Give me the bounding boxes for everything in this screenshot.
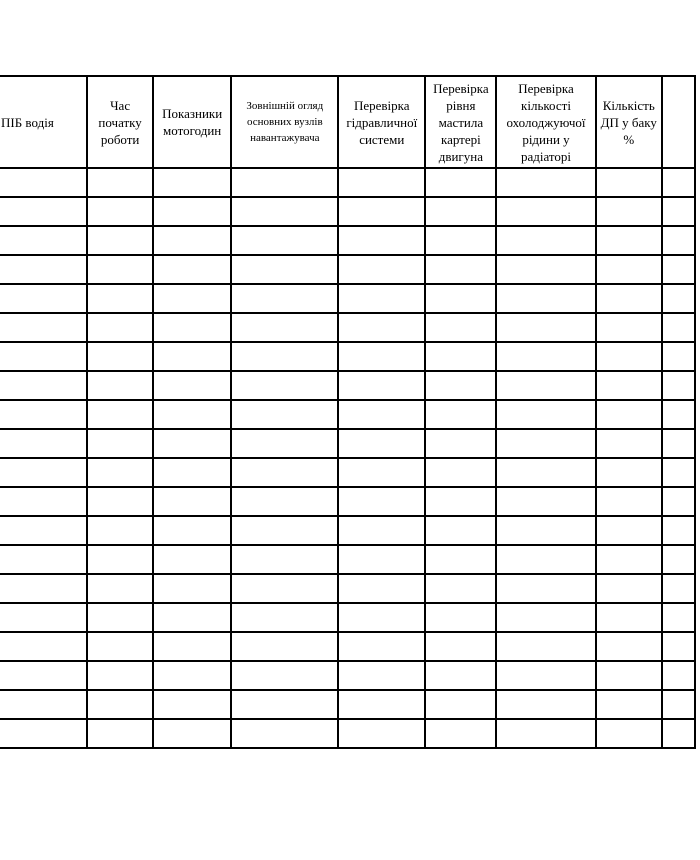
cell-engine-hours[interactable] [153, 226, 231, 255]
cell-engine-hours[interactable] [153, 313, 231, 342]
cell-fuel-percent[interactable] [596, 342, 662, 371]
cell-hydraulic-check[interactable] [338, 487, 425, 516]
cell-engine-hours[interactable] [153, 661, 231, 690]
cell-driver-name[interactable] [0, 487, 87, 516]
cell-start-time[interactable] [87, 487, 153, 516]
cell-fuel-percent[interactable] [596, 661, 662, 690]
cell-coolant-check[interactable] [496, 661, 595, 690]
table-row [0, 458, 695, 487]
cell-engine-hours[interactable] [153, 371, 231, 400]
cell-hydraulic-check[interactable] [338, 632, 425, 661]
cell-visual-inspection[interactable] [231, 719, 338, 748]
table-row [0, 719, 695, 748]
cell-start-time[interactable] [87, 226, 153, 255]
cell-visual-inspection[interactable] [231, 690, 338, 719]
cell-engine-hours[interactable] [153, 632, 231, 661]
cell-hydraulic-check[interactable] [338, 545, 425, 574]
cell-visual-inspection[interactable] [231, 226, 338, 255]
cell-fuel-percent[interactable] [596, 690, 662, 719]
cell-driver-name[interactable] [0, 458, 87, 487]
table-row [0, 371, 695, 400]
cell-visual-inspection[interactable] [231, 197, 338, 226]
table-body [0, 168, 695, 748]
cell-engine-hours[interactable] [153, 400, 231, 429]
cell-extra[interactable] [662, 661, 695, 690]
table-row [0, 226, 695, 255]
table-row [0, 632, 695, 661]
cell-oil-level-check[interactable] [425, 545, 496, 574]
cell-hydraulic-check[interactable] [338, 226, 425, 255]
cell-fuel-percent[interactable] [596, 226, 662, 255]
cell-coolant-check[interactable] [496, 516, 595, 545]
cell-start-time[interactable] [87, 719, 153, 748]
cell-coolant-check[interactable] [496, 632, 595, 661]
cell-oil-level-check[interactable] [425, 661, 496, 690]
cell-extra[interactable] [662, 371, 695, 400]
cell-engine-hours[interactable] [153, 690, 231, 719]
driver-checklist-table [0, 75, 696, 749]
cell-start-time[interactable] [87, 632, 153, 661]
cell-extra[interactable] [662, 632, 695, 661]
cell-coolant-check[interactable] [496, 313, 595, 342]
cell-hydraulic-check[interactable] [338, 313, 425, 342]
cell-driver-name[interactable] [0, 719, 87, 748]
cell-extra[interactable] [662, 719, 695, 748]
cell-extra[interactable] [662, 342, 695, 371]
cell-extra[interactable] [662, 284, 695, 313]
cell-hydraulic-check[interactable] [338, 690, 425, 719]
cell-fuel-percent[interactable] [596, 574, 662, 603]
cell-oil-level-check[interactable] [425, 255, 496, 284]
cell-extra[interactable] [662, 313, 695, 342]
cell-oil-level-check[interactable] [425, 197, 496, 226]
cell-extra[interactable] [662, 429, 695, 458]
cell-oil-level-check[interactable] [425, 458, 496, 487]
cell-fuel-percent[interactable] [596, 429, 662, 458]
table-row [0, 574, 695, 603]
cell-driver-name[interactable] [0, 516, 87, 545]
cell-visual-inspection[interactable] [231, 661, 338, 690]
cell-coolant-check[interactable] [496, 545, 595, 574]
cell-engine-hours[interactable] [153, 545, 231, 574]
cell-start-time[interactable] [87, 371, 153, 400]
cell-driver-name[interactable] [0, 255, 87, 284]
cell-oil-level-check[interactable] [425, 690, 496, 719]
table-row [0, 487, 695, 516]
cell-coolant-check[interactable] [496, 400, 595, 429]
cell-fuel-percent[interactable] [596, 400, 662, 429]
cell-driver-name[interactable] [0, 400, 87, 429]
cell-oil-level-check[interactable] [425, 168, 496, 197]
cell-start-time[interactable] [87, 284, 153, 313]
header-start-time: Час початку роботи [87, 76, 153, 168]
cell-oil-level-check[interactable] [425, 603, 496, 632]
cell-extra[interactable] [662, 574, 695, 603]
cell-fuel-percent[interactable] [596, 603, 662, 632]
cell-driver-name[interactable] [0, 545, 87, 574]
cell-driver-name[interactable] [0, 574, 87, 603]
cell-engine-hours[interactable] [153, 284, 231, 313]
cell-fuel-percent[interactable] [596, 458, 662, 487]
cell-visual-inspection[interactable] [231, 632, 338, 661]
cell-start-time[interactable] [87, 690, 153, 719]
cell-visual-inspection[interactable] [231, 429, 338, 458]
cell-oil-level-check[interactable] [425, 487, 496, 516]
cell-visual-inspection[interactable] [231, 487, 338, 516]
cell-driver-name[interactable] [0, 284, 87, 313]
cell-visual-inspection[interactable] [231, 458, 338, 487]
cell-driver-name[interactable] [0, 226, 87, 255]
cell-driver-name[interactable] [0, 690, 87, 719]
cell-hydraulic-check[interactable] [338, 400, 425, 429]
cell-oil-level-check[interactable] [425, 371, 496, 400]
cell-visual-inspection[interactable] [231, 313, 338, 342]
header-driver-name: ПІБ водія [0, 76, 87, 168]
table-row [0, 400, 695, 429]
cell-hydraulic-check[interactable] [338, 661, 425, 690]
cell-oil-level-check[interactable] [425, 284, 496, 313]
cell-extra[interactable] [662, 487, 695, 516]
cell-start-time[interactable] [87, 255, 153, 284]
cell-extra[interactable] [662, 197, 695, 226]
cell-coolant-check[interactable] [496, 574, 595, 603]
table-row [0, 545, 695, 574]
cell-extra[interactable] [662, 603, 695, 632]
cell-driver-name[interactable] [0, 661, 87, 690]
table-row [0, 255, 695, 284]
cell-engine-hours[interactable] [153, 516, 231, 545]
cell-oil-level-check[interactable] [425, 516, 496, 545]
cell-coolant-check[interactable] [496, 603, 595, 632]
cell-hydraulic-check[interactable] [338, 255, 425, 284]
cell-extra[interactable] [662, 458, 695, 487]
cell-fuel-percent[interactable] [596, 284, 662, 313]
table-row [0, 313, 695, 342]
cell-fuel-percent[interactable] [596, 255, 662, 284]
cell-hydraulic-check[interactable] [338, 603, 425, 632]
cell-driver-name[interactable] [0, 313, 87, 342]
cell-hydraulic-check[interactable] [338, 574, 425, 603]
cell-coolant-check[interactable] [496, 255, 595, 284]
table-row [0, 516, 695, 545]
cell-driver-name[interactable] [0, 168, 87, 197]
cell-engine-hours[interactable] [153, 487, 231, 516]
cell-visual-inspection[interactable] [231, 516, 338, 545]
cell-hydraulic-check[interactable] [338, 458, 425, 487]
table-row [0, 661, 695, 690]
cell-coolant-check[interactable] [496, 690, 595, 719]
cell-fuel-percent[interactable] [596, 632, 662, 661]
header-fuel-percent: Кількість ДП у баку % [596, 76, 662, 168]
header-extra [662, 76, 695, 168]
cell-start-time[interactable] [87, 458, 153, 487]
cell-visual-inspection[interactable] [231, 168, 338, 197]
cell-oil-level-check[interactable] [425, 574, 496, 603]
cell-driver-name[interactable] [0, 371, 87, 400]
cell-driver-name[interactable] [0, 429, 87, 458]
cell-engine-hours[interactable] [153, 168, 231, 197]
cell-oil-level-check[interactable] [425, 342, 496, 371]
cell-engine-hours[interactable] [153, 603, 231, 632]
cell-coolant-check[interactable] [496, 284, 595, 313]
cell-oil-level-check[interactable] [425, 226, 496, 255]
cell-driver-name[interactable] [0, 342, 87, 371]
cell-oil-level-check[interactable] [425, 313, 496, 342]
cell-engine-hours[interactable] [153, 197, 231, 226]
cell-coolant-check[interactable] [496, 342, 595, 371]
cell-fuel-percent[interactable] [596, 487, 662, 516]
cell-coolant-check[interactable] [496, 487, 595, 516]
cell-oil-level-check[interactable] [425, 719, 496, 748]
cell-driver-name[interactable] [0, 632, 87, 661]
table-row [0, 603, 695, 632]
header-coolant-check: Перевірка кількості охолоджуючої рідини у радіаторі [496, 76, 595, 168]
cell-start-time[interactable] [87, 545, 153, 574]
cell-coolant-check[interactable] [496, 168, 595, 197]
table-header-row [0, 76, 695, 168]
cell-coolant-check[interactable] [496, 719, 595, 748]
cell-start-time[interactable] [87, 313, 153, 342]
cell-start-time[interactable] [87, 400, 153, 429]
cell-hydraulic-check[interactable] [338, 197, 425, 226]
table-row [0, 429, 695, 458]
cell-start-time[interactable] [87, 516, 153, 545]
cell-coolant-check[interactable] [496, 371, 595, 400]
cell-engine-hours[interactable] [153, 458, 231, 487]
cell-visual-inspection[interactable] [231, 371, 338, 400]
cell-visual-inspection[interactable] [231, 603, 338, 632]
cell-hydraulic-check[interactable] [338, 429, 425, 458]
cell-hydraulic-check[interactable] [338, 284, 425, 313]
cell-driver-name[interactable] [0, 603, 87, 632]
cell-visual-inspection[interactable] [231, 284, 338, 313]
cell-coolant-check[interactable] [496, 226, 595, 255]
cell-oil-level-check[interactable] [425, 429, 496, 458]
cell-fuel-percent[interactable] [596, 197, 662, 226]
cell-fuel-percent[interactable] [596, 516, 662, 545]
cell-fuel-percent[interactable] [596, 545, 662, 574]
table-row [0, 690, 695, 719]
cell-start-time[interactable] [87, 574, 153, 603]
table-row [0, 342, 695, 371]
cell-hydraulic-check[interactable] [338, 719, 425, 748]
cell-start-time[interactable] [87, 661, 153, 690]
cell-start-time[interactable] [87, 429, 153, 458]
cell-visual-inspection[interactable] [231, 400, 338, 429]
cell-extra[interactable] [662, 516, 695, 545]
cell-engine-hours[interactable] [153, 342, 231, 371]
cell-extra[interactable] [662, 168, 695, 197]
cell-oil-level-check[interactable] [425, 400, 496, 429]
cell-visual-inspection[interactable] [231, 342, 338, 371]
cell-coolant-check[interactable] [496, 458, 595, 487]
cell-hydraulic-check[interactable] [338, 168, 425, 197]
cell-hydraulic-check[interactable] [338, 371, 425, 400]
header-engine-hours: Показники мотогодин [153, 76, 231, 168]
cell-start-time[interactable] [87, 342, 153, 371]
cell-coolant-check[interactable] [496, 429, 595, 458]
table-row [0, 197, 695, 226]
cell-extra[interactable] [662, 545, 695, 574]
cell-fuel-percent[interactable] [596, 168, 662, 197]
cell-start-time[interactable] [87, 197, 153, 226]
cell-extra[interactable] [662, 255, 695, 284]
cell-engine-hours[interactable] [153, 429, 231, 458]
header-hydraulic-check: Перевірка гідравличної системи [338, 76, 425, 168]
cell-extra[interactable] [662, 400, 695, 429]
cell-coolant-check[interactable] [496, 197, 595, 226]
cell-oil-level-check[interactable] [425, 632, 496, 661]
cell-engine-hours[interactable] [153, 719, 231, 748]
cell-engine-hours[interactable] [153, 255, 231, 284]
cell-fuel-percent[interactable] [596, 313, 662, 342]
cell-start-time[interactable] [87, 168, 153, 197]
header-visual-inspection: Зовнішній огляд основних вузлів навантажувача [231, 76, 338, 168]
cell-fuel-percent[interactable] [596, 719, 662, 748]
cell-visual-inspection[interactable] [231, 545, 338, 574]
table-row [0, 168, 695, 197]
cell-hydraulic-check[interactable] [338, 342, 425, 371]
cell-visual-inspection[interactable] [231, 255, 338, 284]
cell-fuel-percent[interactable] [596, 371, 662, 400]
table-row [0, 284, 695, 313]
cell-engine-hours[interactable] [153, 574, 231, 603]
header-oil-level-check: Перевірка рівня мастила картері двигуна [425, 76, 496, 168]
cell-driver-name[interactable] [0, 197, 87, 226]
cell-start-time[interactable] [87, 603, 153, 632]
cell-extra[interactable] [662, 690, 695, 719]
cell-visual-inspection[interactable] [231, 574, 338, 603]
cell-hydraulic-check[interactable] [338, 516, 425, 545]
cell-extra[interactable] [662, 226, 695, 255]
